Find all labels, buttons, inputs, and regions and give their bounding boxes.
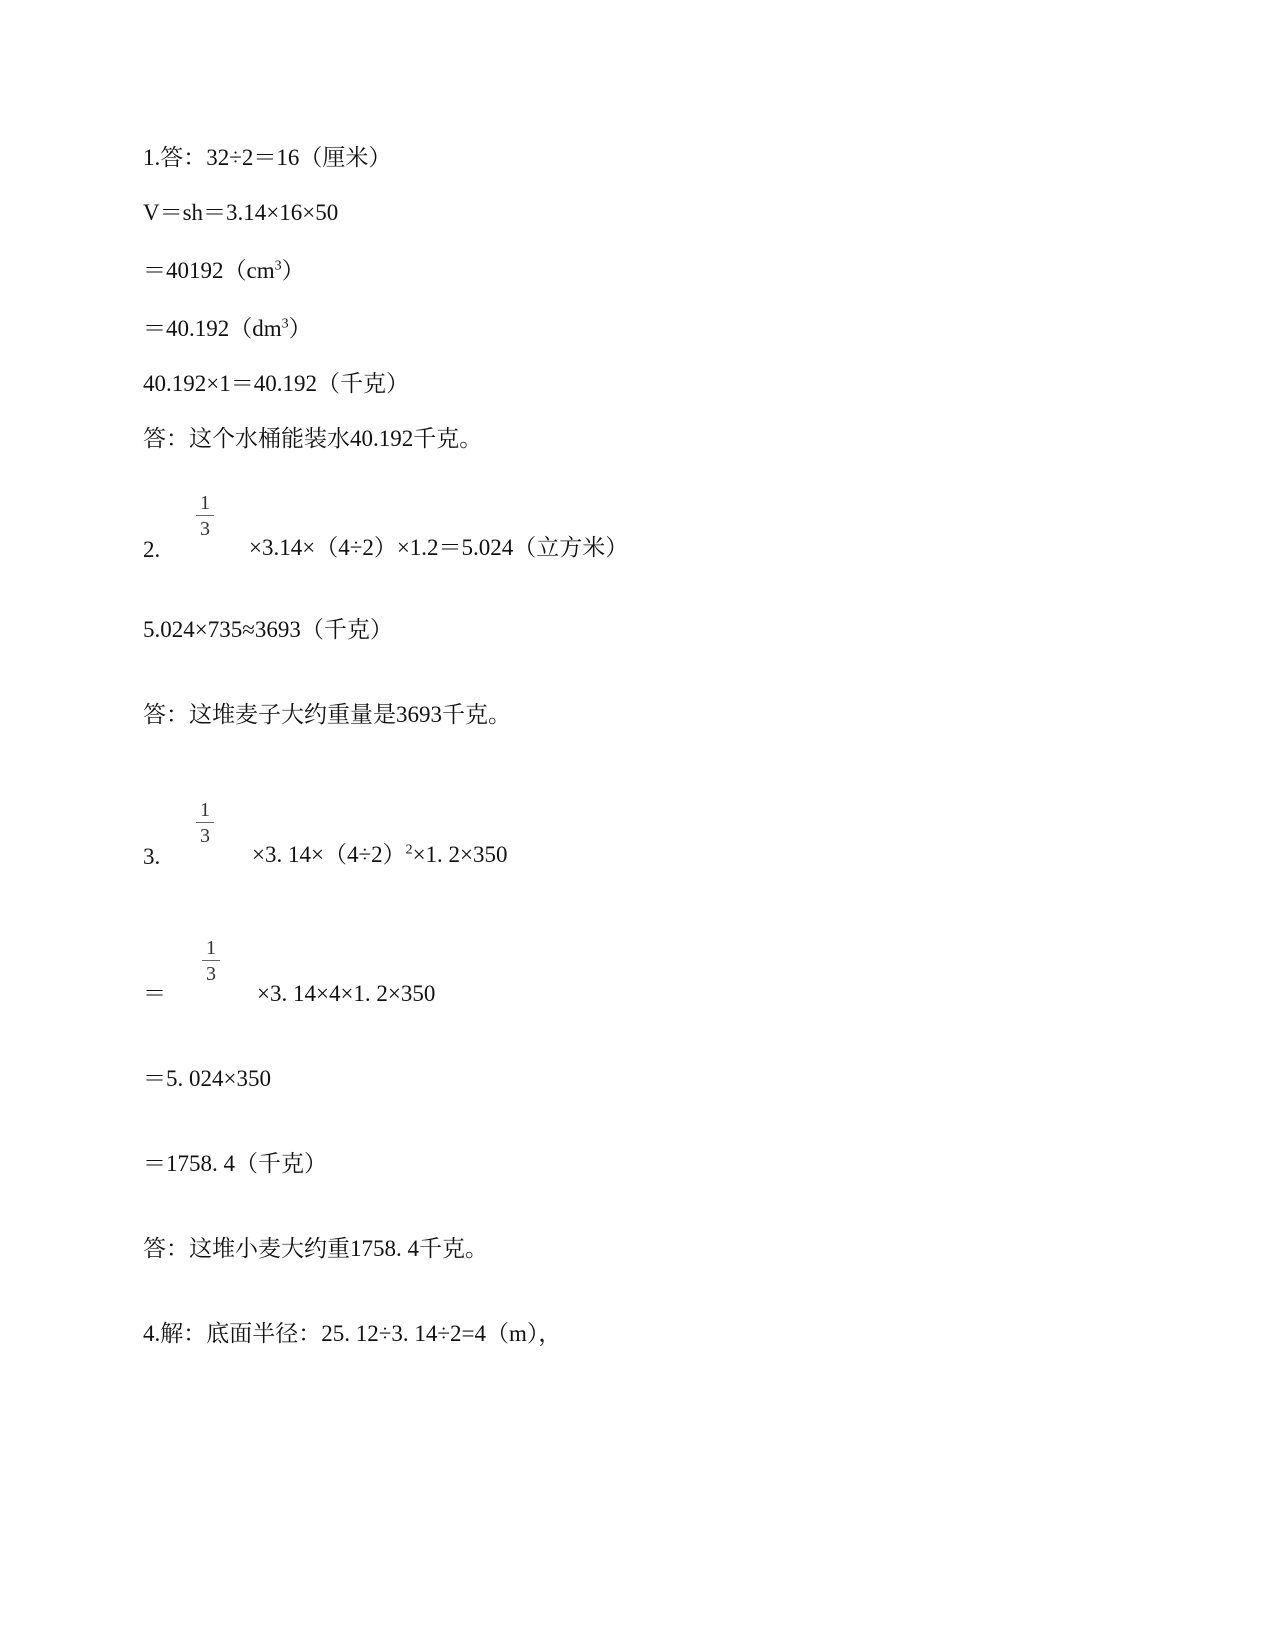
p3-line-2-equals: ＝ <box>143 981 166 1006</box>
p1-line-3-exponent: 3 <box>274 258 282 274</box>
p3-line-4: ＝1758. 4（千克） <box>143 1151 327 1176</box>
p3-label: 3. <box>143 844 161 869</box>
p2-fraction <box>194 492 216 540</box>
p3-line-3: ＝5. 024×350 <box>143 1066 271 1091</box>
p1-line-4-exponent: 3 <box>281 316 289 332</box>
p1-line-4-close: ） <box>288 316 312 341</box>
p3-fraction-bar <box>196 822 214 823</box>
p3-fraction-numerator: 1 <box>200 799 210 821</box>
p2-fraction-bar <box>196 515 214 516</box>
p3-line-2-fraction-numerator: 1 <box>206 937 216 959</box>
p3-fraction <box>194 799 216 847</box>
p2-fraction-numerator: 1 <box>200 492 210 514</box>
p3-expression-exponent: 2 <box>405 842 413 858</box>
p3-line-2-fraction <box>200 937 222 985</box>
p2-line-2: 5.024×735≈3693（千克） <box>143 617 393 642</box>
p4-line-1: 4.解：底面半径：25. 12÷3. 14÷2=4（m）， <box>143 1321 562 1346</box>
p1-line-3-main: ＝40192（cm <box>143 258 275 283</box>
p2-fraction-denominator: 3 <box>200 518 210 540</box>
p1-line-5: 40.192×1＝40.192（千克） <box>143 371 409 396</box>
p3-line-2-expression: ×3. 14×4×1. 2×350 <box>257 981 436 1006</box>
p1-line-4 <box>143 315 312 343</box>
p3-line-2-fraction-denominator: 3 <box>206 963 216 985</box>
p1-line-4-main: ＝40.192（dm <box>143 316 282 341</box>
p1-answer: 答：这个水桶能装水40.192千克。 <box>143 426 483 451</box>
p2-expression: ×3.14×（4÷2）×1.2＝5.024（立方米） <box>249 535 629 560</box>
p1-line-3 <box>143 257 305 285</box>
p1-line-3-close: ） <box>281 258 305 283</box>
p1-line-2: V＝sh＝3.14×16×50 <box>143 200 339 225</box>
p3-expression-rest: ×1. 2×350 <box>412 842 508 867</box>
p3-answer: 答：这堆小麦大约重1758. 4千克。 <box>143 1236 488 1261</box>
p1-line-1: 1.答：32÷2＝16（厘米） <box>143 145 392 170</box>
p3-fraction-denominator: 3 <box>200 825 210 847</box>
p3-expression-main: ×3. 14×（4÷2） <box>252 842 406 867</box>
p2-answer: 答：这堆麦子大约重量是3693千克。 <box>143 702 511 727</box>
p3-line-2-fraction-bar <box>202 960 220 961</box>
p2-label: 2. <box>143 537 161 562</box>
p3-expression <box>252 841 508 869</box>
